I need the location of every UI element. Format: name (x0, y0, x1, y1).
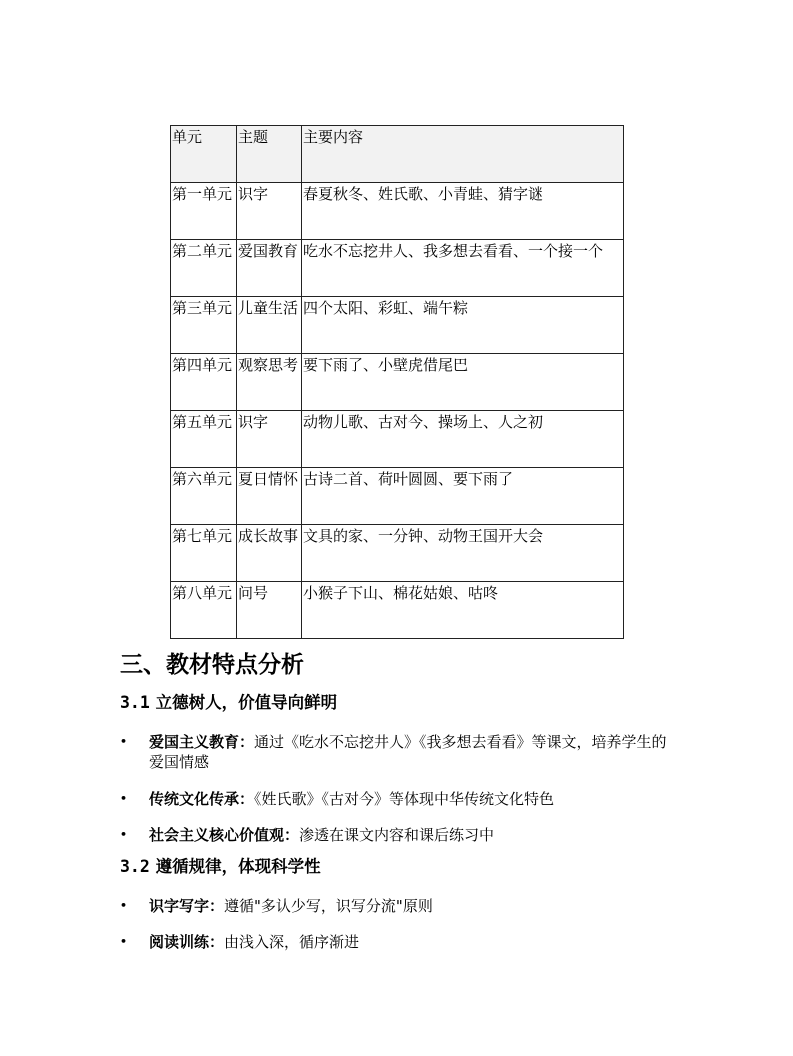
cell-theme: 儿童生活 (237, 297, 302, 354)
table-row (171, 354, 624, 411)
cell-content: 文具的家、一分钟、动物王国开大会 (302, 525, 624, 582)
cell-content: 要下雨了、小壁虎借尾巴 (302, 354, 624, 411)
cell-unit: 第五单元 (171, 411, 237, 468)
cell-unit: 第四单元 (171, 354, 237, 411)
header-content: 主要内容 (302, 126, 624, 183)
cell-theme: 爱国教育 (237, 240, 302, 297)
list-item-text (149, 789, 669, 809)
cell-content: 四个太阳、彩虹、端午粽 (302, 297, 624, 354)
list-item-text (149, 932, 669, 952)
list-item-lead: 传统文化传承： (149, 790, 255, 808)
list-item-body: 渗透在课文内容和课后练习中 (299, 826, 495, 844)
units-table (170, 125, 624, 639)
section-heading: 三、教材特点分析 (120, 652, 304, 678)
list-item-lead: 社会主义核心价值观： (149, 826, 300, 844)
cell-unit: 第三单元 (171, 297, 237, 354)
table-row (171, 468, 624, 525)
table-row (171, 240, 624, 297)
bullet-icon: • (120, 792, 128, 805)
bullet-icon: • (120, 735, 128, 748)
bullet-icon: • (120, 828, 128, 841)
header-unit: 单元 (171, 126, 237, 183)
list-item-body: 《姓氏歌》《古对今》等体现中华传统文化特色 (254, 790, 555, 808)
bullet-icon: • (120, 935, 128, 948)
subsection-heading-2 (120, 856, 321, 878)
table-row (171, 411, 624, 468)
subsection-title: 立德树人，价值导向鲜明 (155, 693, 338, 712)
header-theme: 主题 (237, 126, 302, 183)
subsection-number: 3.1 (120, 693, 150, 712)
bullet-icon: • (120, 899, 128, 912)
list-item-body: 遵循"多认少写，识写分流"原则 (224, 897, 433, 915)
list-item-text (149, 825, 669, 845)
cell-content: 古诗二首、荷叶圆圆、要下雨了 (302, 468, 624, 525)
cell-content: 吃水不忘挖井人、我多想去看看、一个接一个 (302, 240, 624, 297)
cell-theme: 识字 (237, 411, 302, 468)
table-row (171, 183, 624, 240)
subsection-title: 遵循规律，体现科学性 (155, 857, 321, 876)
subsection-heading-1 (120, 692, 337, 714)
cell-content: 春夏秋冬、姓氏歌、小青蛙、猜字谜 (302, 183, 624, 240)
list-item-lead: 爱国主义教育： (149, 733, 255, 751)
list-item-lead: 识字写字： (149, 897, 225, 915)
table-row (171, 582, 624, 639)
cell-unit: 第二单元 (171, 240, 237, 297)
cell-content: 小猴子下山、棉花姑娘、咕咚 (302, 582, 624, 639)
cell-unit: 第六单元 (171, 468, 237, 525)
list-item-body: 由浅入深，循序渐进 (224, 933, 360, 951)
table-row (171, 525, 624, 582)
cell-unit: 第八单元 (171, 582, 237, 639)
cell-unit: 第一单元 (171, 183, 237, 240)
list-item-text (149, 896, 669, 916)
list-item-lead: 阅读训练： (149, 933, 225, 951)
cell-theme: 夏日情怀 (237, 468, 302, 525)
list-item-text (149, 732, 669, 772)
cell-unit: 第七单元 (171, 525, 237, 582)
cell-theme: 成长故事 (237, 525, 302, 582)
table-row (171, 297, 624, 354)
table-header-row (171, 126, 624, 183)
list-item-body: 通过《吃水不忘挖井人》《我多想去看看》等课文，培养学生的爱国情感 (149, 733, 667, 771)
cell-theme: 问号 (237, 582, 302, 639)
cell-content: 动物儿歌、古对今、操场上、人之初 (302, 411, 624, 468)
cell-theme: 观察思考 (237, 354, 302, 411)
cell-theme: 识字 (237, 183, 302, 240)
subsection-number: 3.2 (120, 857, 150, 876)
